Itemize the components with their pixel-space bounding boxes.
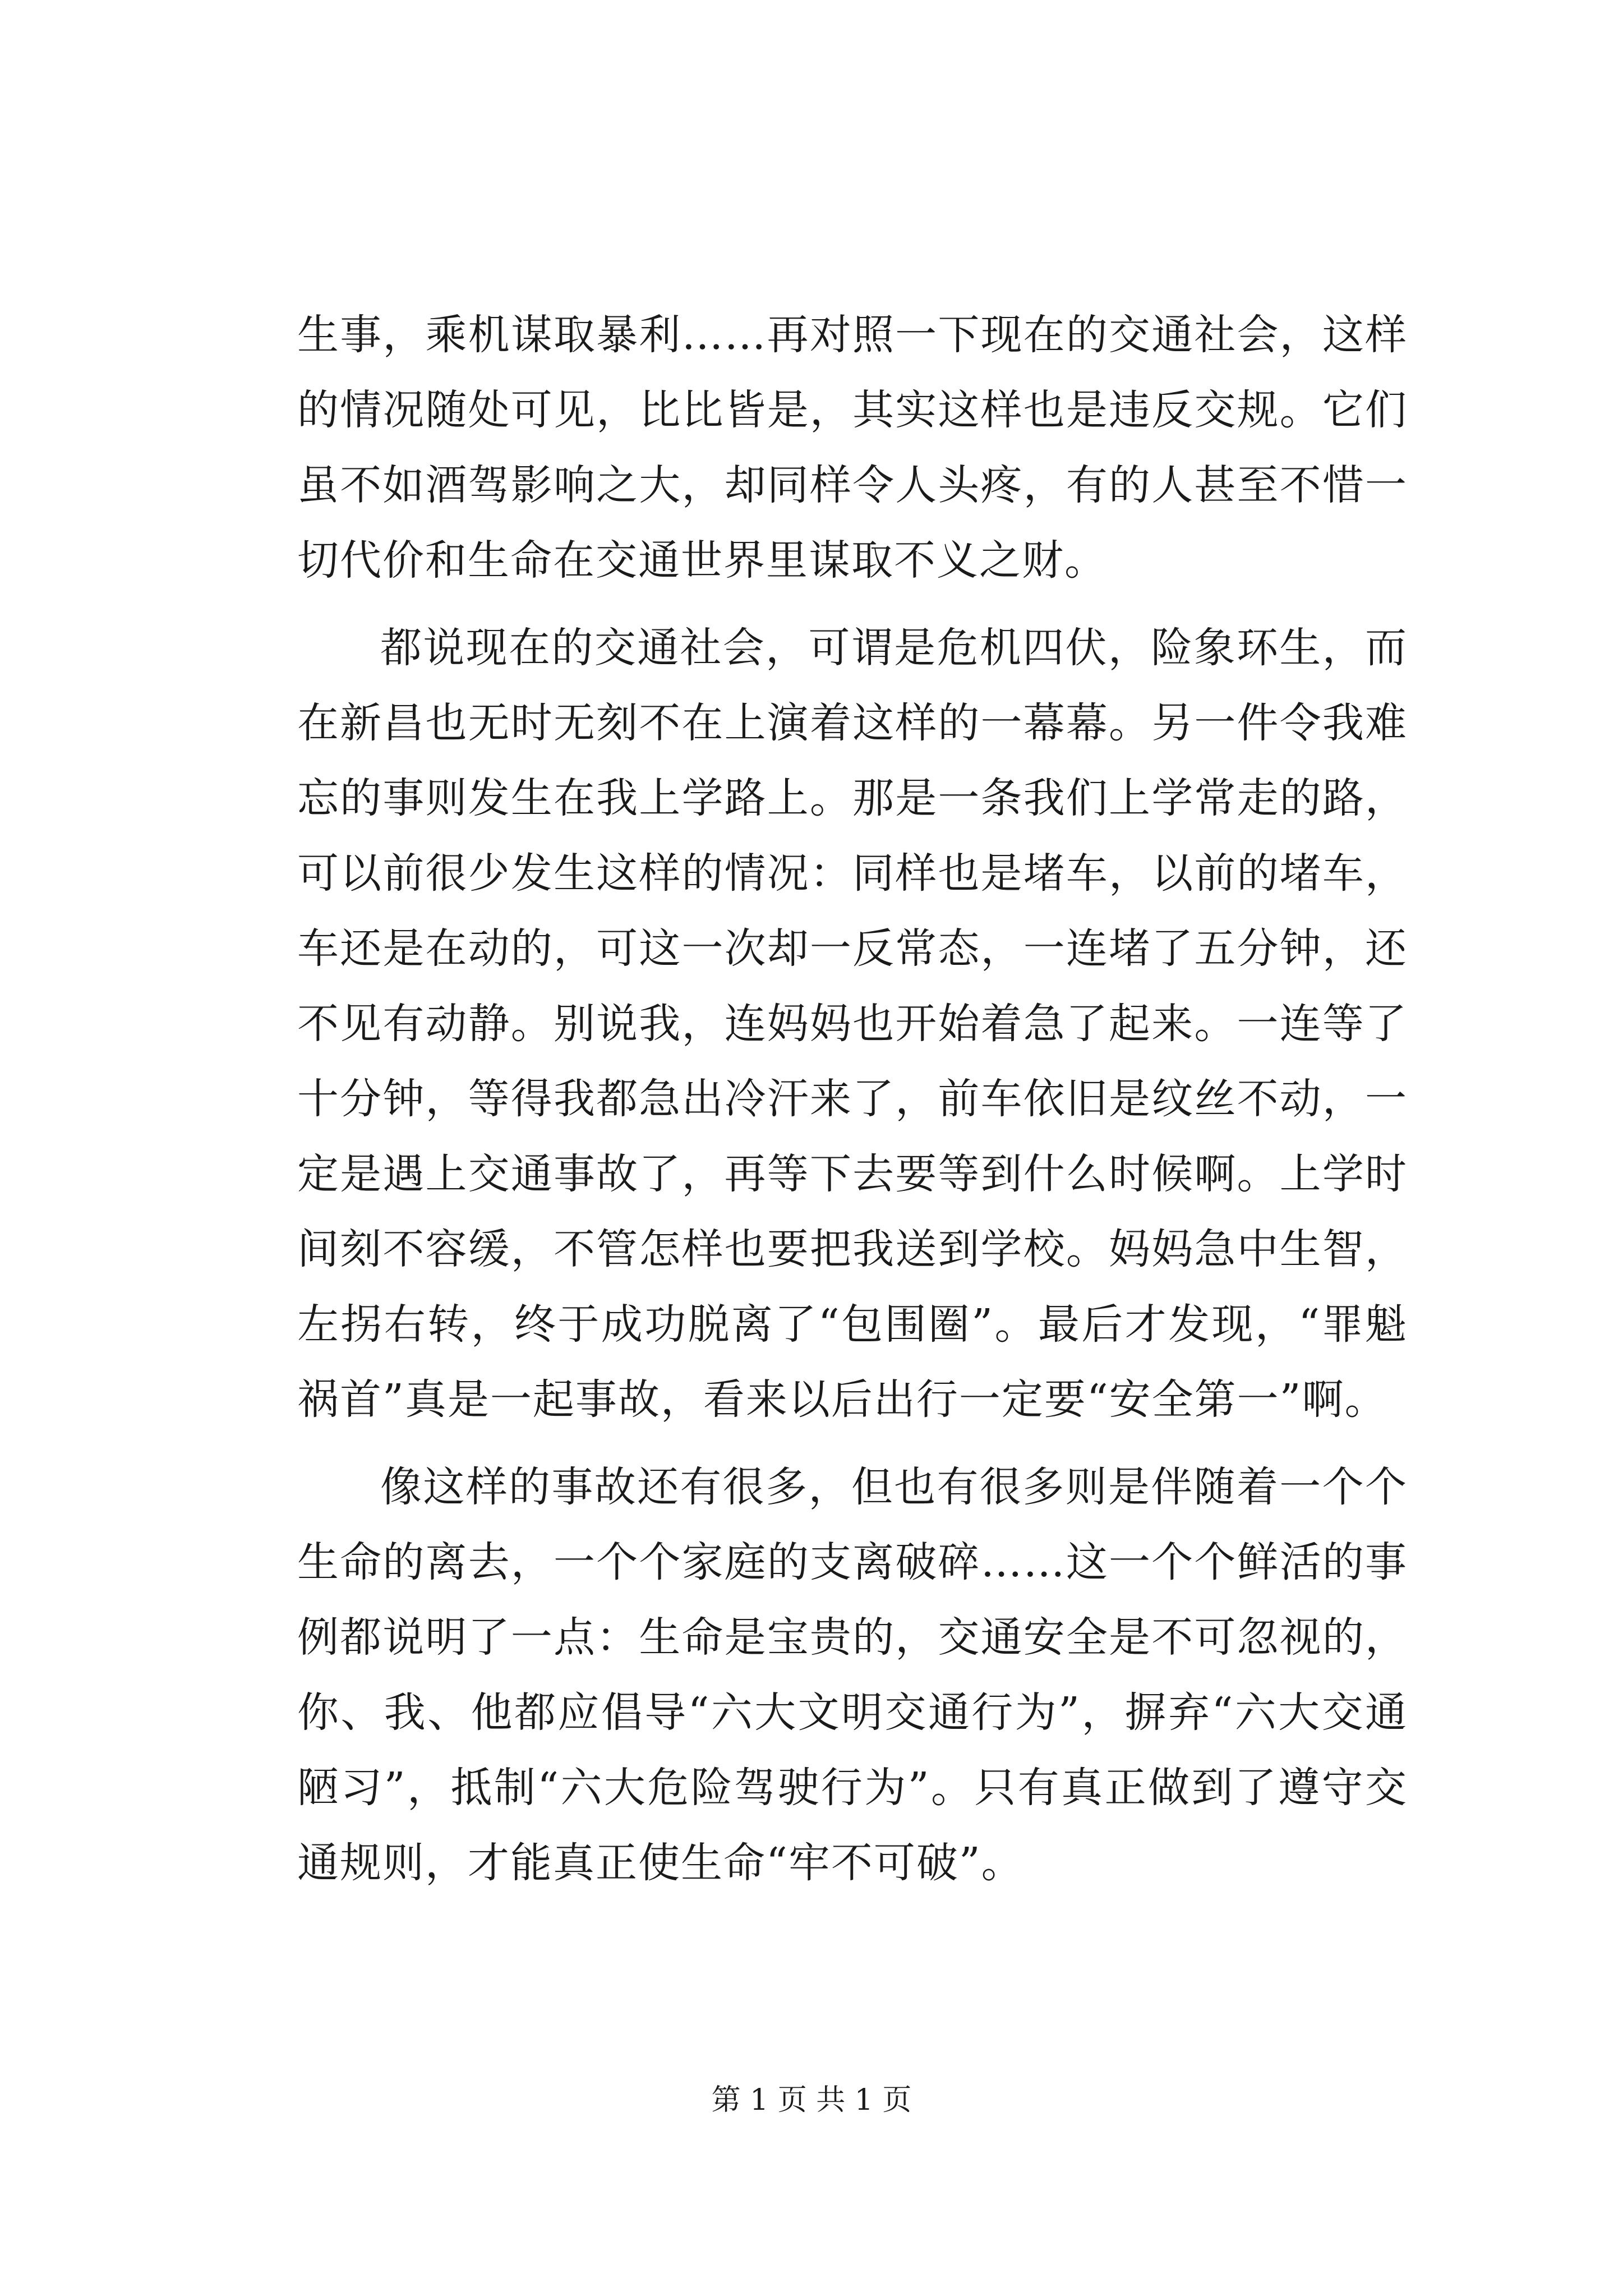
document-body: [297, 297, 1408, 1913]
page-number-footer: 第 1 页 共 1 页: [711, 2083, 912, 2117]
paragraph-traffic-jam-story: 都说现在的交通社会，可谓是危机四伏，险象环生，而在新昌也无时无刻不在上演着这样的一幕幕。另一件令我难忘的事则发生在我上学路上。那是一条我们上学常走的路，可以前很少发生这样的情况：同样也是堵车，以前的堵车，车还是在动的，可这一次却一反常态，一连堵了五分钟，还不见有动静。别说我，连妈妈也开始着急了起来。一连等了十分钟，等得我都急出冷汗来了，前车依旧是纹丝不动，一定是遇上交通事故了，再等下去要等到什么时候啊。上学时间刻不容缓，不管怎样也要把我送到学校。妈妈急中生智，左拐右转，终于成功脱离了“包围圈”。最后才发现，“罪魁祸首”真是一起事故，看来以后出行一定要“安全第一”啊。: [297, 624, 1408, 1424]
paragraph-conclusion: 像这样的事故还有很多，但也有很多则是伴随着一个个生命的离去，一个个家庭的支离破碎……这一个个鲜活的事例都说明了一点：生命是宝贵的，交通安全是不可忽视的，你、我、他都应倡导“六大文明交通行为”，摒弃“六大交通陋习”，抵制“六大危险驾驶行为”。只有真正做到了遵守交通规则，才能真正使生命“牢不可破”。: [297, 1463, 1408, 1887]
paragraph-continuation: 生事，乘机谋取暴利……再对照一下现在的交通社会，这样的情况随处可见，比比皆是，其实这样也是违反交规。它们虽不如酒驾影响之大，却同样令人头疼，有的人甚至不惜一切代价和生命在交通世界里谋取不义之财。: [297, 311, 1408, 585]
